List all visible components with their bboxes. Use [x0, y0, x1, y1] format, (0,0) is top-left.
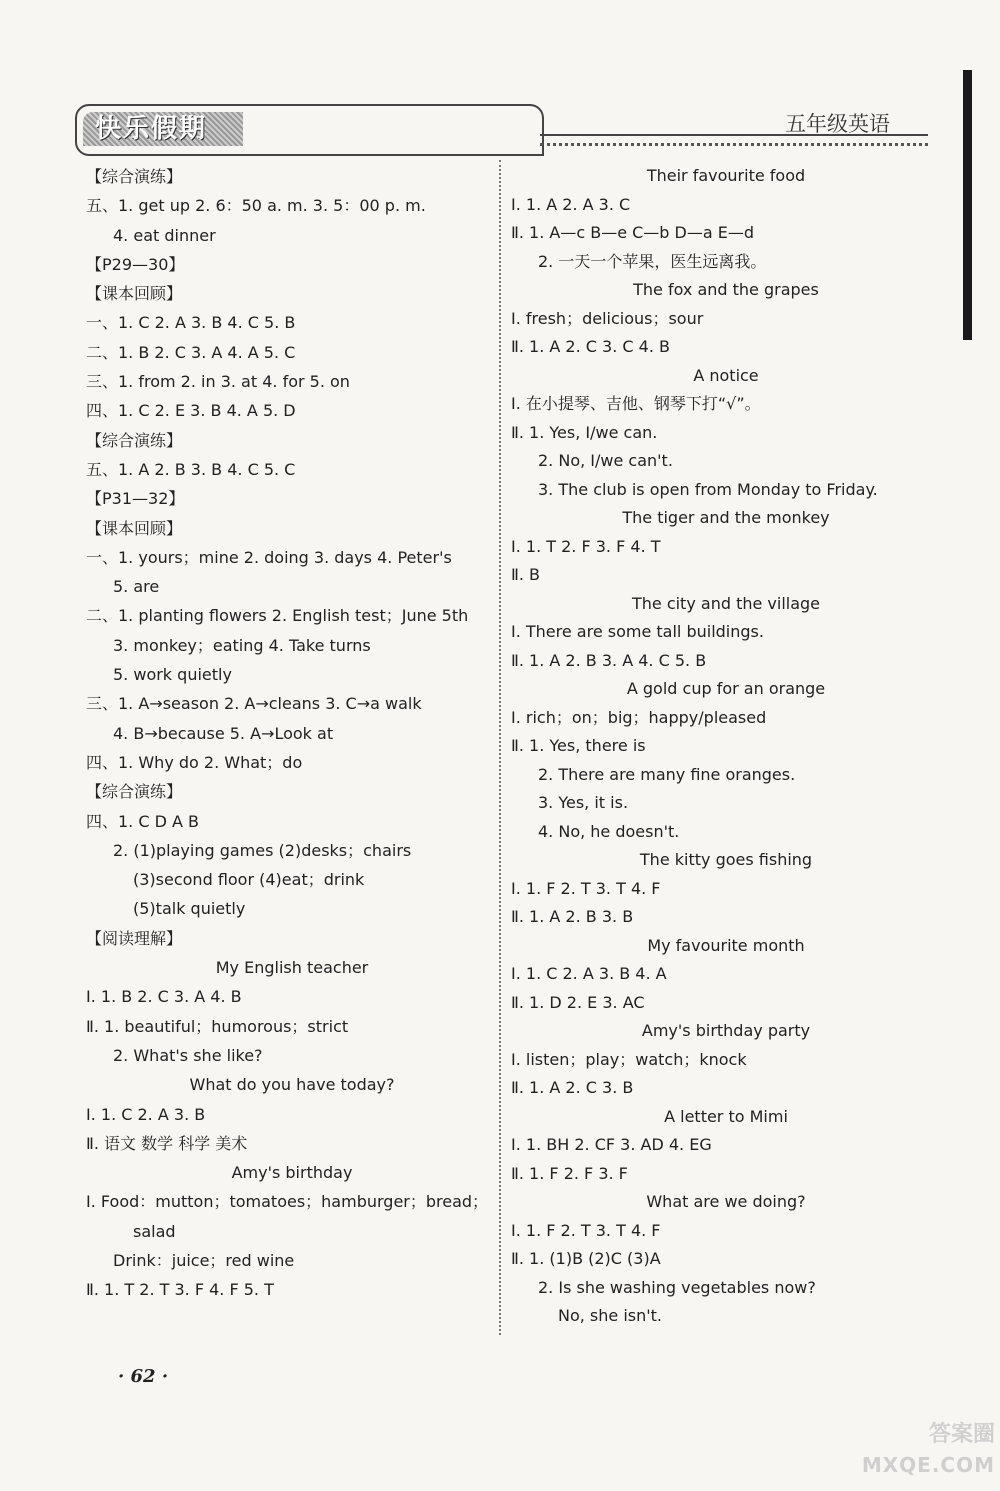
left-answer-line: 二、1. planting flowers 2. English test；June 5th — [86, 606, 469, 626]
left-answer-line: 三、1. from 2. in 3. at 4. for 5. on — [86, 372, 350, 392]
left-answer-line: 五、1. get up 2. 6：50 a. m. 3. 5：00 p. m. — [86, 196, 426, 216]
right-section-title: Their favourite food — [646, 166, 806, 185]
left-section-title: Amy's birthday — [231, 1163, 353, 1183]
header-subject: 五年级英语 — [785, 112, 890, 136]
left-answer-line: Ⅰ. 1. B 2. C 3. A 4. B — [86, 987, 242, 1007]
left-answer-line: 五、1. A 2. B 3. B 4. C 5. C — [86, 459, 296, 479]
right-answer-line: 3. Yes, it is. — [538, 793, 629, 812]
right-answer-line: Ⅱ. B — [511, 565, 541, 584]
right-section-title: Amy's birthday party — [641, 1021, 811, 1040]
right-answer-line: Ⅰ. rich；on；big；happy/pleased — [511, 707, 767, 727]
right-answer-line: 2. 一天一个苹果，医生远离我。 — [538, 251, 767, 271]
left-answer-line: 一、1. yours；mine 2. doing 3. days 4. Peter's — [86, 547, 452, 567]
left-answer-line: 【P31—32】 — [86, 489, 185, 509]
header-rule — [540, 134, 928, 136]
right-answer-column — [511, 162, 941, 1331]
right-answer-line: Ⅱ. 1. Yes, there is — [511, 736, 646, 755]
right-section-title: The tiger and the monkey — [622, 508, 830, 527]
header-dotted-rule — [540, 143, 928, 146]
left-answer-line: 四、1. C D A B — [86, 811, 200, 831]
right-answer-line: Ⅱ. 1. F 2. F 3. F — [511, 1163, 628, 1183]
left-answer-line: Ⅱ. 1. beautiful；humorous；strict — [86, 1016, 349, 1036]
right-answer-line: Ⅱ. 1. D 2. E 3. AC — [511, 992, 645, 1012]
left-answer-line: Drink：juice；red wine — [113, 1250, 295, 1270]
left-answer-line: 4. B→because 5. A→Look at — [113, 723, 334, 743]
right-answer-line: 4. No, he doesn't. — [538, 821, 680, 841]
right-answer-line: Ⅰ. listen；play；watch；knock — [511, 1049, 747, 1069]
left-section-title: What do you have today? — [189, 1075, 395, 1095]
left-answer-column — [86, 162, 498, 1305]
left-answer-line: 一、1. C 2. A 3. B 4. C 5. B — [86, 313, 296, 333]
header-tab — [75, 104, 544, 156]
header-title: 快乐假期 — [83, 112, 243, 146]
left-answer-line: 2. (1)playing games (2)desks；chairs — [113, 840, 412, 860]
left-answer-line: 2. What's she like? — [113, 1045, 263, 1065]
right-answer-line: 2. There are many fine oranges. — [538, 764, 796, 784]
right-answer-line: 2. No, I/we can't. — [538, 451, 673, 470]
left-answer-line: 【课本回顾】 — [86, 518, 183, 538]
left-answer-line: 【课本回顾】 — [86, 284, 183, 304]
left-answer-line: 4. eat dinner — [113, 225, 216, 245]
left-answer-line: 【综合演练】 — [86, 430, 183, 450]
right-answer-line: Ⅰ. There are some tall buildings. — [511, 622, 764, 641]
right-answer-line: Ⅰ. 1. C 2. A 3. B 4. A — [511, 964, 667, 983]
left-answer-line: 二、1. B 2. C 3. A 4. A 5. C — [86, 342, 296, 362]
watermark-title: 答案圈 — [928, 1422, 995, 1447]
left-answer-line: 【综合演练】 — [86, 782, 183, 802]
right-answer-line: Ⅰ. 1. BH 2. CF 3. AD 4. EG — [511, 1135, 712, 1154]
right-section-title: A notice — [693, 365, 759, 385]
page-number: · 62 · — [118, 1366, 169, 1387]
left-answer-line: Ⅱ. 1. T 2. T 3. F 4. F 5. T — [86, 1280, 274, 1300]
right-section-title: A letter to Mimi — [664, 1106, 788, 1126]
left-answer-line: 【P29—30】 — [86, 254, 185, 274]
right-section-title: The city and the village — [631, 593, 821, 613]
right-section-title: My favourite month — [647, 935, 805, 955]
left-answer-line: Ⅰ. Food：mutton；tomatoes；hamburger；bread； — [86, 1192, 489, 1212]
right-section-title: A gold cup for an orange — [626, 679, 826, 698]
right-answer-line: Ⅰ. 1. T 2. F 3. F 4. T — [511, 536, 661, 556]
left-answer-line: 5. are — [113, 577, 160, 597]
right-answer-line: Ⅱ. 1. (1)B (2)C (3)A — [511, 1249, 661, 1268]
right-answer-line: Ⅱ. 1. A 2. B 3. A 4. C 5. B — [511, 650, 707, 670]
right-answer-line: Ⅰ. 1. F 2. T 3. T 4. F — [511, 878, 661, 898]
right-section-title: What are we doing? — [646, 1192, 806, 1211]
right-answer-line: No, she isn't. — [558, 1306, 663, 1325]
right-answer-line: Ⅱ. 1. A—c B—e C—b D—a E—d — [511, 223, 755, 242]
left-answer-line: Ⅱ. 语文 数学 科学 美术 — [86, 1133, 248, 1153]
left-answer-line: (5)talk quietly — [133, 899, 246, 919]
right-answer-line: Ⅰ. 在小提琴、吉他、钢琴下打“√”。 — [511, 394, 761, 413]
left-answer-line: Ⅰ. 1. C 2. A 3. B — [86, 1104, 206, 1124]
right-answer-line: Ⅱ. 1. A 2. C 3. C 4. B — [511, 337, 670, 356]
left-answer-line: 四、1. Why do 2. What；do — [86, 752, 303, 772]
left-answer-line: 三、1. A→season 2. A→cleans 3. C→a walk — [86, 694, 422, 714]
left-answer-line: (3)second floor (4)eat；drink — [133, 870, 365, 890]
left-answer-line: 5. work quietly — [113, 665, 232, 685]
watermark-url: MXQE.COM — [861, 1453, 995, 1477]
watermark — [820, 1420, 995, 1488]
left-section-title: My English teacher — [215, 958, 369, 978]
right-answer-line: Ⅰ. 1. F 2. T 3. T 4. F — [511, 1220, 661, 1240]
left-answer-line: 3. monkey；eating 4. Take turns — [113, 635, 371, 655]
right-answer-line: Ⅰ. fresh；delicious；sour — [511, 308, 704, 328]
right-answer-line: 2. Is she washing vegetables now? — [538, 1277, 816, 1297]
right-answer-line: 3. The club is open from Monday to Friday. — [538, 479, 878, 499]
right-answer-line: Ⅱ. 1. Yes, I/we can. — [511, 422, 658, 442]
left-answer-line: 四、1. C 2. E 3. B 4. A 5. D — [86, 401, 296, 421]
right-answer-line: Ⅰ. 1. A 2. A 3. C — [511, 194, 631, 214]
right-section-title: The fox and the grapes — [633, 280, 819, 299]
left-answer-line: salad — [133, 1221, 176, 1241]
left-answer-line: 【阅读理解】 — [86, 928, 183, 948]
right-answer-line: Ⅱ. 1. A 2. B 3. B — [511, 907, 634, 926]
column-divider — [499, 160, 501, 1335]
right-section-title: The kitty goes fishing — [639, 850, 813, 869]
left-answer-line: 【综合演练】 — [86, 167, 183, 186]
right-answer-line: Ⅱ. 1. A 2. C 3. B — [511, 1078, 634, 1097]
binding-edge — [963, 70, 972, 340]
